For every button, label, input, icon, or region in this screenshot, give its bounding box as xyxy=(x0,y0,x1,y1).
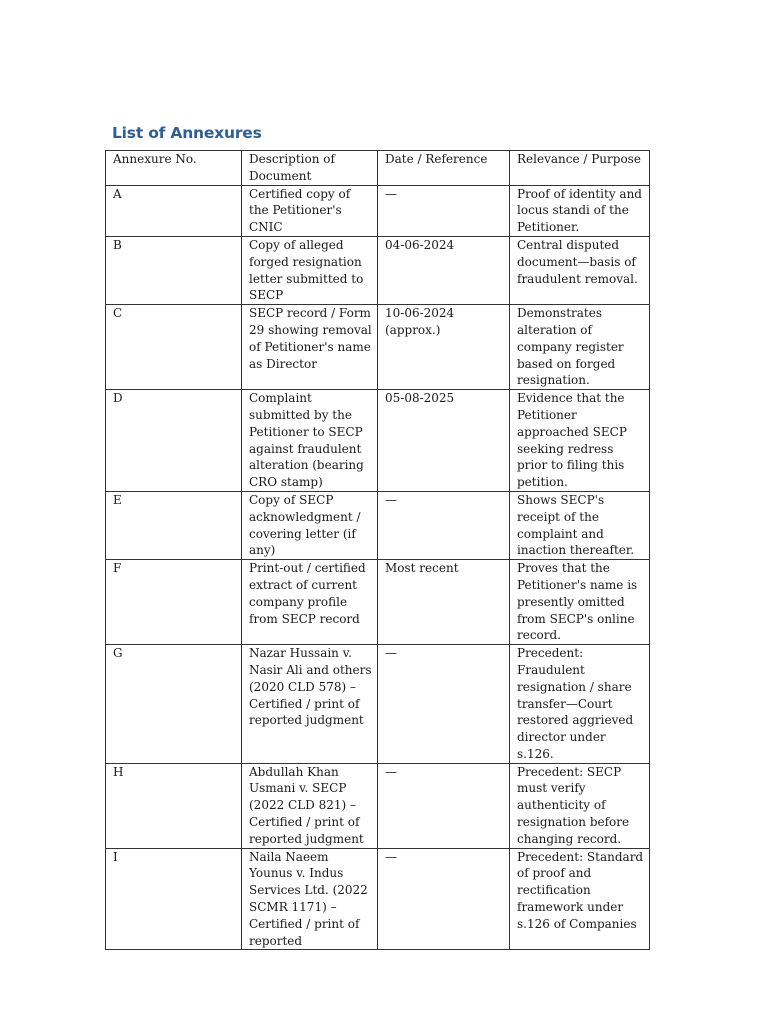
description-cell: Abdullah Khan Usmani v. SECP (2022 CLD 821) – Certified / print of reported judgment xyxy=(242,763,378,848)
purpose-cell: Demonstrates alteration of company register based on forged resignation. xyxy=(510,305,650,390)
description-cell: Print-out / certified extract of current company profile from SECP record xyxy=(242,560,378,645)
date-cell: — xyxy=(378,491,510,559)
purpose-cell: Shows SECP's receipt of the complaint and inaction thereafter. xyxy=(510,491,650,559)
description-cell: Naila Naeem Younus v. Indus Services Ltd. (2022 SCMR 1171) – Certified / print of reported xyxy=(242,848,378,950)
table-row xyxy=(106,848,650,950)
description-cell: Copy of SECP acknowledgment / covering letter (if any) xyxy=(242,491,378,559)
page-title: List of Annexures xyxy=(112,124,262,142)
purpose-cell: Precedent: SECP must verify authenticity of resignation before changing record. xyxy=(510,763,650,848)
annexure-no-cell: D xyxy=(106,390,242,492)
annexure-no-cell: A xyxy=(106,185,242,236)
annexure-no-cell: C xyxy=(106,305,242,390)
date-cell: — xyxy=(378,763,510,848)
description-cell: Nazar Hussain v. Nasir Ali and others (2020 CLD 578) – Certified / print of reported judgment xyxy=(242,645,378,764)
table-row xyxy=(106,560,650,645)
table-row xyxy=(106,236,650,304)
date-cell: 05-08-2025 xyxy=(378,390,510,492)
table-row xyxy=(106,390,650,492)
purpose-cell: Central disputed document—basis of fraudulent removal. xyxy=(510,236,650,304)
header-relevance-purpose: Relevance / Purpose xyxy=(510,151,650,186)
table-row xyxy=(106,491,650,559)
annexure-no-cell: G xyxy=(106,645,242,764)
date-cell: — xyxy=(378,848,510,950)
date-cell: Most recent xyxy=(378,560,510,645)
purpose-cell: Proves that the Petitioner's name is presently omitted from SECP's online record. xyxy=(510,560,650,645)
annexure-no-cell: B xyxy=(106,236,242,304)
date-cell: — xyxy=(378,645,510,764)
annexure-no-cell: E xyxy=(106,491,242,559)
purpose-cell: Proof of identity and locus standi of the Petitioner. xyxy=(510,185,650,236)
annexure-no-cell: F xyxy=(106,560,242,645)
table-row xyxy=(106,763,650,848)
date-cell: 10-06-2024 (approx.) xyxy=(378,305,510,390)
description-cell: SECP record / Form 29 showing removal of Petitioner's name as Director xyxy=(242,305,378,390)
header-date-reference: Date / Reference xyxy=(378,151,510,186)
date-cell: 04-06-2024 xyxy=(378,236,510,304)
table-header-row xyxy=(106,151,650,186)
description-cell: Copy of alleged forged resignation letter submitted to SECP xyxy=(242,236,378,304)
annexure-no-cell: I xyxy=(106,848,242,950)
annexure-table xyxy=(105,150,650,950)
table-row xyxy=(106,185,650,236)
description-cell: Complaint submitted by the Petitioner to SECP against fraudulent alteration (bearing CRO stamp) xyxy=(242,390,378,492)
header-description: Description of Document xyxy=(242,151,378,186)
date-cell: — xyxy=(378,185,510,236)
table-row xyxy=(106,645,650,764)
description-cell: Certified copy of the Petitioner's CNIC xyxy=(242,185,378,236)
annexure-no-cell: H xyxy=(106,763,242,848)
purpose-cell: Precedent: Fraudulent resignation / share transfer—Court restored aggrieved director under s.126. xyxy=(510,645,650,764)
purpose-cell: Precedent: Standard of proof and rectification framework under s.126 of Companies xyxy=(510,848,650,950)
purpose-cell: Evidence that the Petitioner approached SECP seeking redress prior to filing this petition. xyxy=(510,390,650,492)
header-annexure-no: Annexure No. xyxy=(106,151,242,186)
table-row xyxy=(106,305,650,390)
